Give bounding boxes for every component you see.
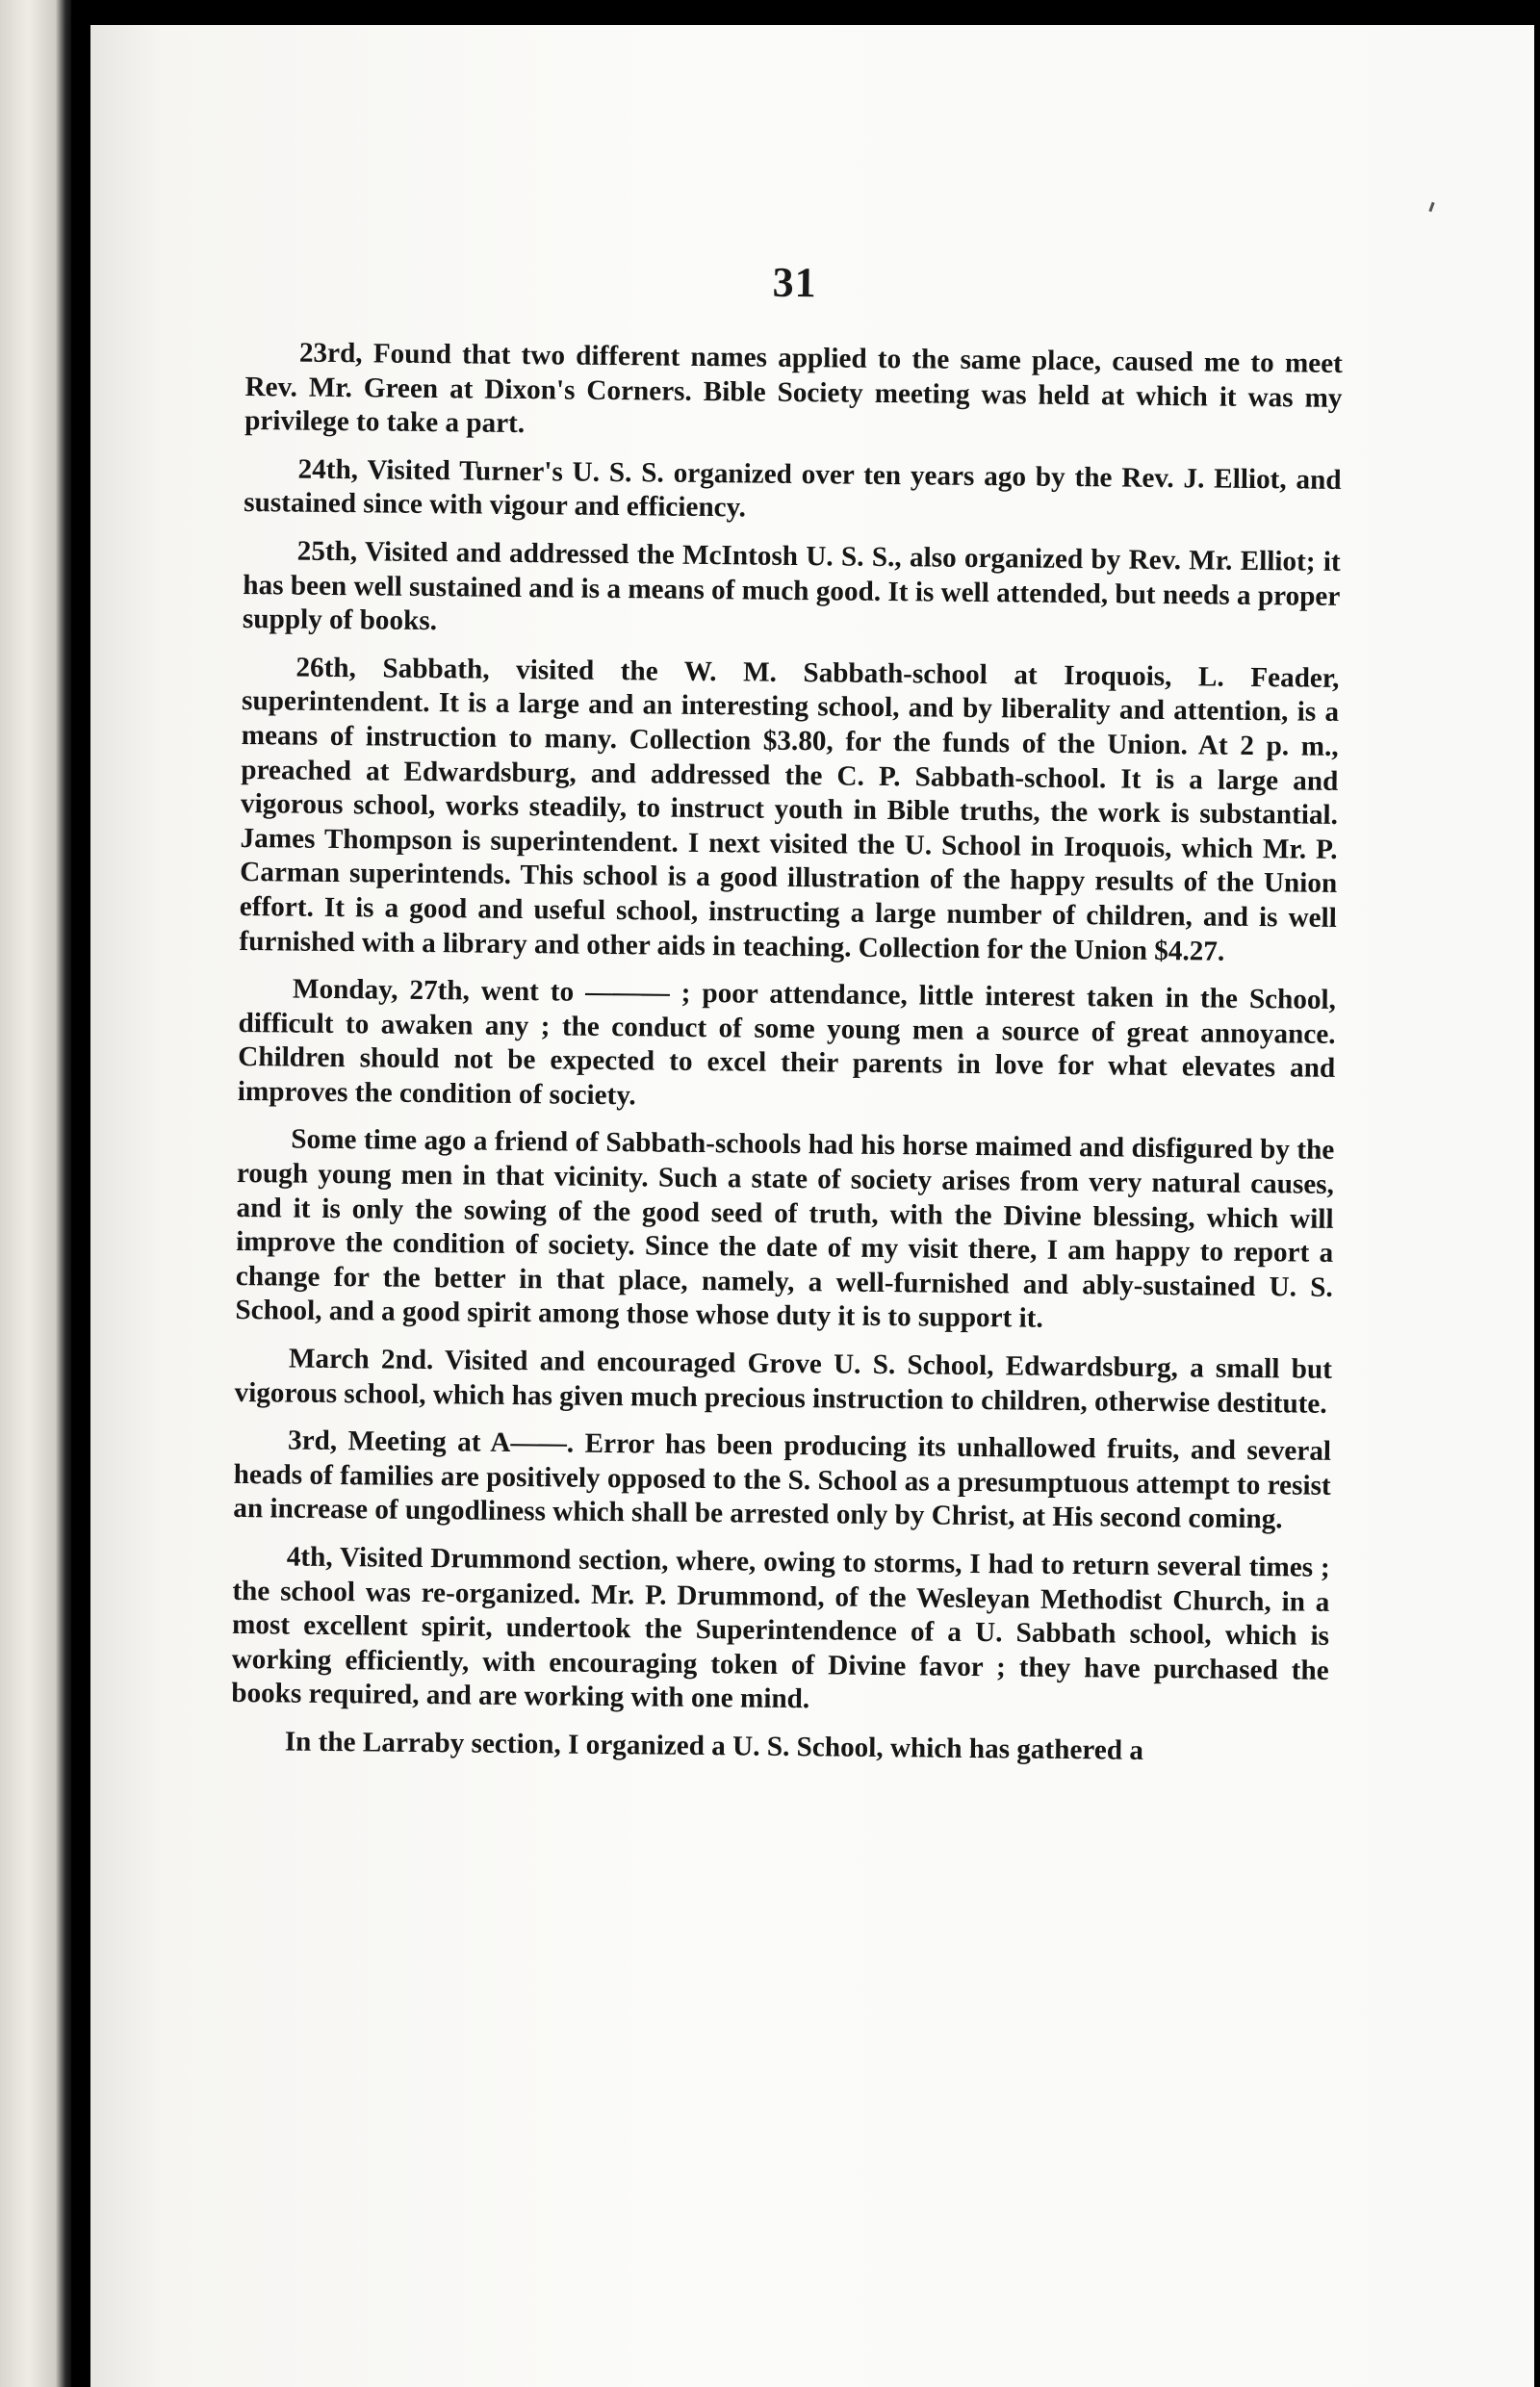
paragraph-march-2nd: March 2nd. Visited and encouraged Grove U. S. School, Edwardsburg, a small but vigorous school, which has given much precious instruction to children, otherwise destitute. xyxy=(234,1343,1333,1420)
facing-page-edge xyxy=(0,0,71,2387)
paragraph-25th: 25th, Visited and addressed the McIntosh U. S. S., also organized by Rev. Mr. Elliot; it has been well sustained and is a means of much good. It is well attended, but needs a proper supply of books. xyxy=(242,535,1341,637)
page-number: 31 xyxy=(772,258,817,307)
paragraph-26th: 26th, Sabbath, visited the W. M. Sabbath-school at Iroquois, L. Feader, superintendent. It is a large and an interesting school, and by liberality and attention, is a means of instruction to many. Collection $3.80, for the funds of the Union. At 2 p. m., preached at Edwardsburg, and addressed the C. P. Sabbath-school. It is a large and vigorous school, works steadily, to instruct youth in Bible truths, the work is substantial. James Thompson is superintendent. I next visited the U. School in Iroquois, which Mr. P. Carman superintends. This school is a good illustration of the happy results of the Union effort. It is a good and useful school, instructing a large number of children, and is well furnished with a library and other aids in teaching. Collection for the Union $4.27. xyxy=(239,652,1340,967)
paragraph-larraby: In the Larraby section, I organized a U. S. School, which has gathered a xyxy=(284,1726,1144,1766)
paragraph-3rd: 3rd, Meeting at A——. Error has been producing its unhallowed fruits, and several heads of families are positively opposed to the S. School as a presumptuous attempt to resist an increase of ungodliness which shall be arrested only by Christ, at His second coming. xyxy=(233,1424,1332,1535)
paragraph-23rd: 23rd, Found that two different names applied to the same place, caused me to meet Rev. Mr. Green at Dixon's Corners. Bible Society meeting was held at which it was my privilege to take a part. xyxy=(244,337,1344,440)
paragraph-some-time-ago: Some time ago a friend of Sabbath-schools had his horse maimed and disfigured by the rough young men in that vicinity. Such a state of society arises from very natural causes, and it is only the sowing of the good seed of truth, with the Divine blessing, which will improve the condition of society. Since the date of my visit there, I am happy to report a change for the better in that place, namely, a well-furnished and ably-sustained U. S. School, and a good spirit among those whose duty it is to support it. xyxy=(235,1124,1335,1335)
page-text-block xyxy=(230,252,1343,1784)
paragraph-24th: 24th, Visited Turner's U. S. S. organized over ten years ago by the Rev. J. Elliot, and sustained since with vigour and efficiency. xyxy=(244,453,1342,524)
paragraph-4th: 4th, Visited Drummond section, where, owing to storms, I had to return several times ; the school was re-organized. Mr. P. Drummond, of the Wesleyan Methodist Church, in a most excellent spirit, undertook the Superintendence of a U. Sabbath school, which is working efficiently, with encouraging token of Divine favor ; they have purchased the books required, and are working with one mind. xyxy=(231,1541,1330,1715)
paragraph-27th: Monday, 27th, went to ——— ; poor attendance, little interest taken in the School, difficult to awaken any ; the conduct of some young men a source of great annoyance. Children should not be expected to excel their parents in love for what elevates and improves the condition of society. xyxy=(237,973,1337,1112)
book-page xyxy=(90,25,1534,2387)
scan-speck xyxy=(1428,202,1434,212)
